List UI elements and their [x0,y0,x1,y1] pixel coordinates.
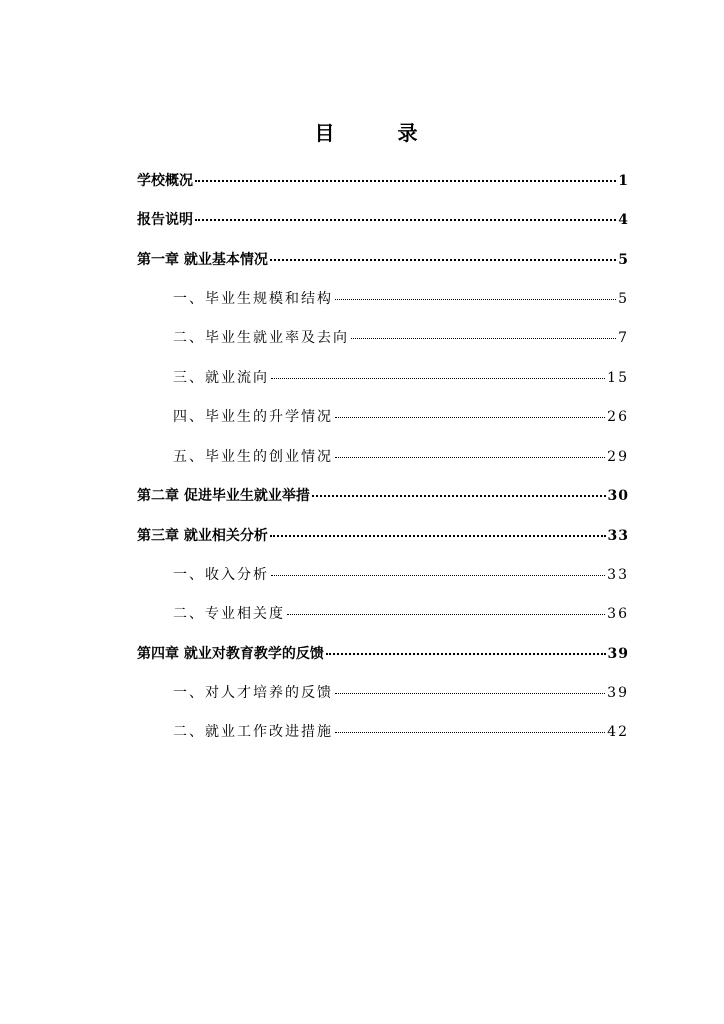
toc-entry-label: 一、对人才培养的反馈 [173,685,333,701]
toc-entry[interactable] [137,210,629,230]
toc-leader-dots [351,338,616,339]
toc-entry-page: 15 [607,370,629,386]
toc-leader-dots [270,259,616,261]
toc-leader-dots [270,535,606,537]
toc-entry-label: 二、就业工作改进措施 [173,724,333,740]
toc-entry[interactable] [173,565,629,585]
toc-entry[interactable] [137,486,629,506]
toc-leader-dots [335,417,605,418]
toc-entry-label: 学校概况 [137,173,193,189]
toc-leader-dots [335,457,605,458]
toc-leader-dots [195,219,616,221]
toc-leader-dots [335,732,605,733]
toc-entry[interactable] [173,447,629,467]
toc-entry-label: 第二章 促进毕业生就业举措 [137,488,310,504]
toc-entry-page: 39 [607,685,629,701]
toc-entry-page: 26 [607,409,629,425]
toc-entry[interactable] [137,171,629,191]
toc-leader-dots [271,378,605,379]
toc-leader-dots [271,575,605,576]
toc-leader-dots [287,614,605,615]
toc-entry-label: 三、就业流向 [173,370,269,386]
toc-entry-label: 四、毕业生的升学情况 [173,409,333,425]
toc-leader-dots [326,653,606,655]
toc-entry[interactable] [137,644,629,664]
toc-entry-label: 第一章 就业基本情况 [137,252,268,268]
toc-leader-dots [335,693,605,694]
toc-entry-page: 7 [618,330,629,346]
toc-entry-page: 29 [607,449,629,465]
toc-entry-page: 42 [607,724,629,740]
toc-entry-page: 1 [618,173,629,189]
toc-entry[interactable] [137,250,629,270]
page-title: 目 录 [314,121,446,145]
toc-entry[interactable] [173,407,629,427]
toc-entry-page: 39 [607,646,629,662]
toc-entry-page: 4 [618,212,629,228]
toc-entry[interactable] [173,328,629,348]
toc-entry-label: 一、收入分析 [173,567,269,583]
toc-entry-page: 33 [607,528,629,544]
toc-leader-dots [195,180,616,182]
toc-entry-page: 30 [607,488,629,504]
toc-entry-label: 一、毕业生规模和结构 [173,291,333,307]
toc-entry-label: 报告说明 [137,212,193,228]
toc-entry[interactable] [173,604,629,624]
toc-entry-page: 5 [618,252,629,268]
toc-entry-label: 第三章 就业相关分析 [137,528,268,544]
toc-entry-page: 5 [618,291,629,307]
toc-entry-label: 五、毕业生的创业情况 [173,449,333,465]
toc-entry-label: 第四章 就业对教育教学的反馈 [137,646,324,662]
toc-entry-label: 二、专业相关度 [173,606,285,622]
toc-entry[interactable] [137,526,629,546]
toc-entry[interactable] [173,368,629,388]
toc-entry[interactable] [173,683,629,703]
toc-entry[interactable] [173,289,629,309]
toc-entry[interactable] [173,722,629,742]
toc-entry-page: 36 [607,606,629,622]
toc-leader-dots [335,299,616,300]
toc-leader-dots [312,495,606,497]
toc-entry-page: 33 [607,567,629,583]
toc-entry-label: 二、毕业生就业率及去向 [173,330,349,346]
